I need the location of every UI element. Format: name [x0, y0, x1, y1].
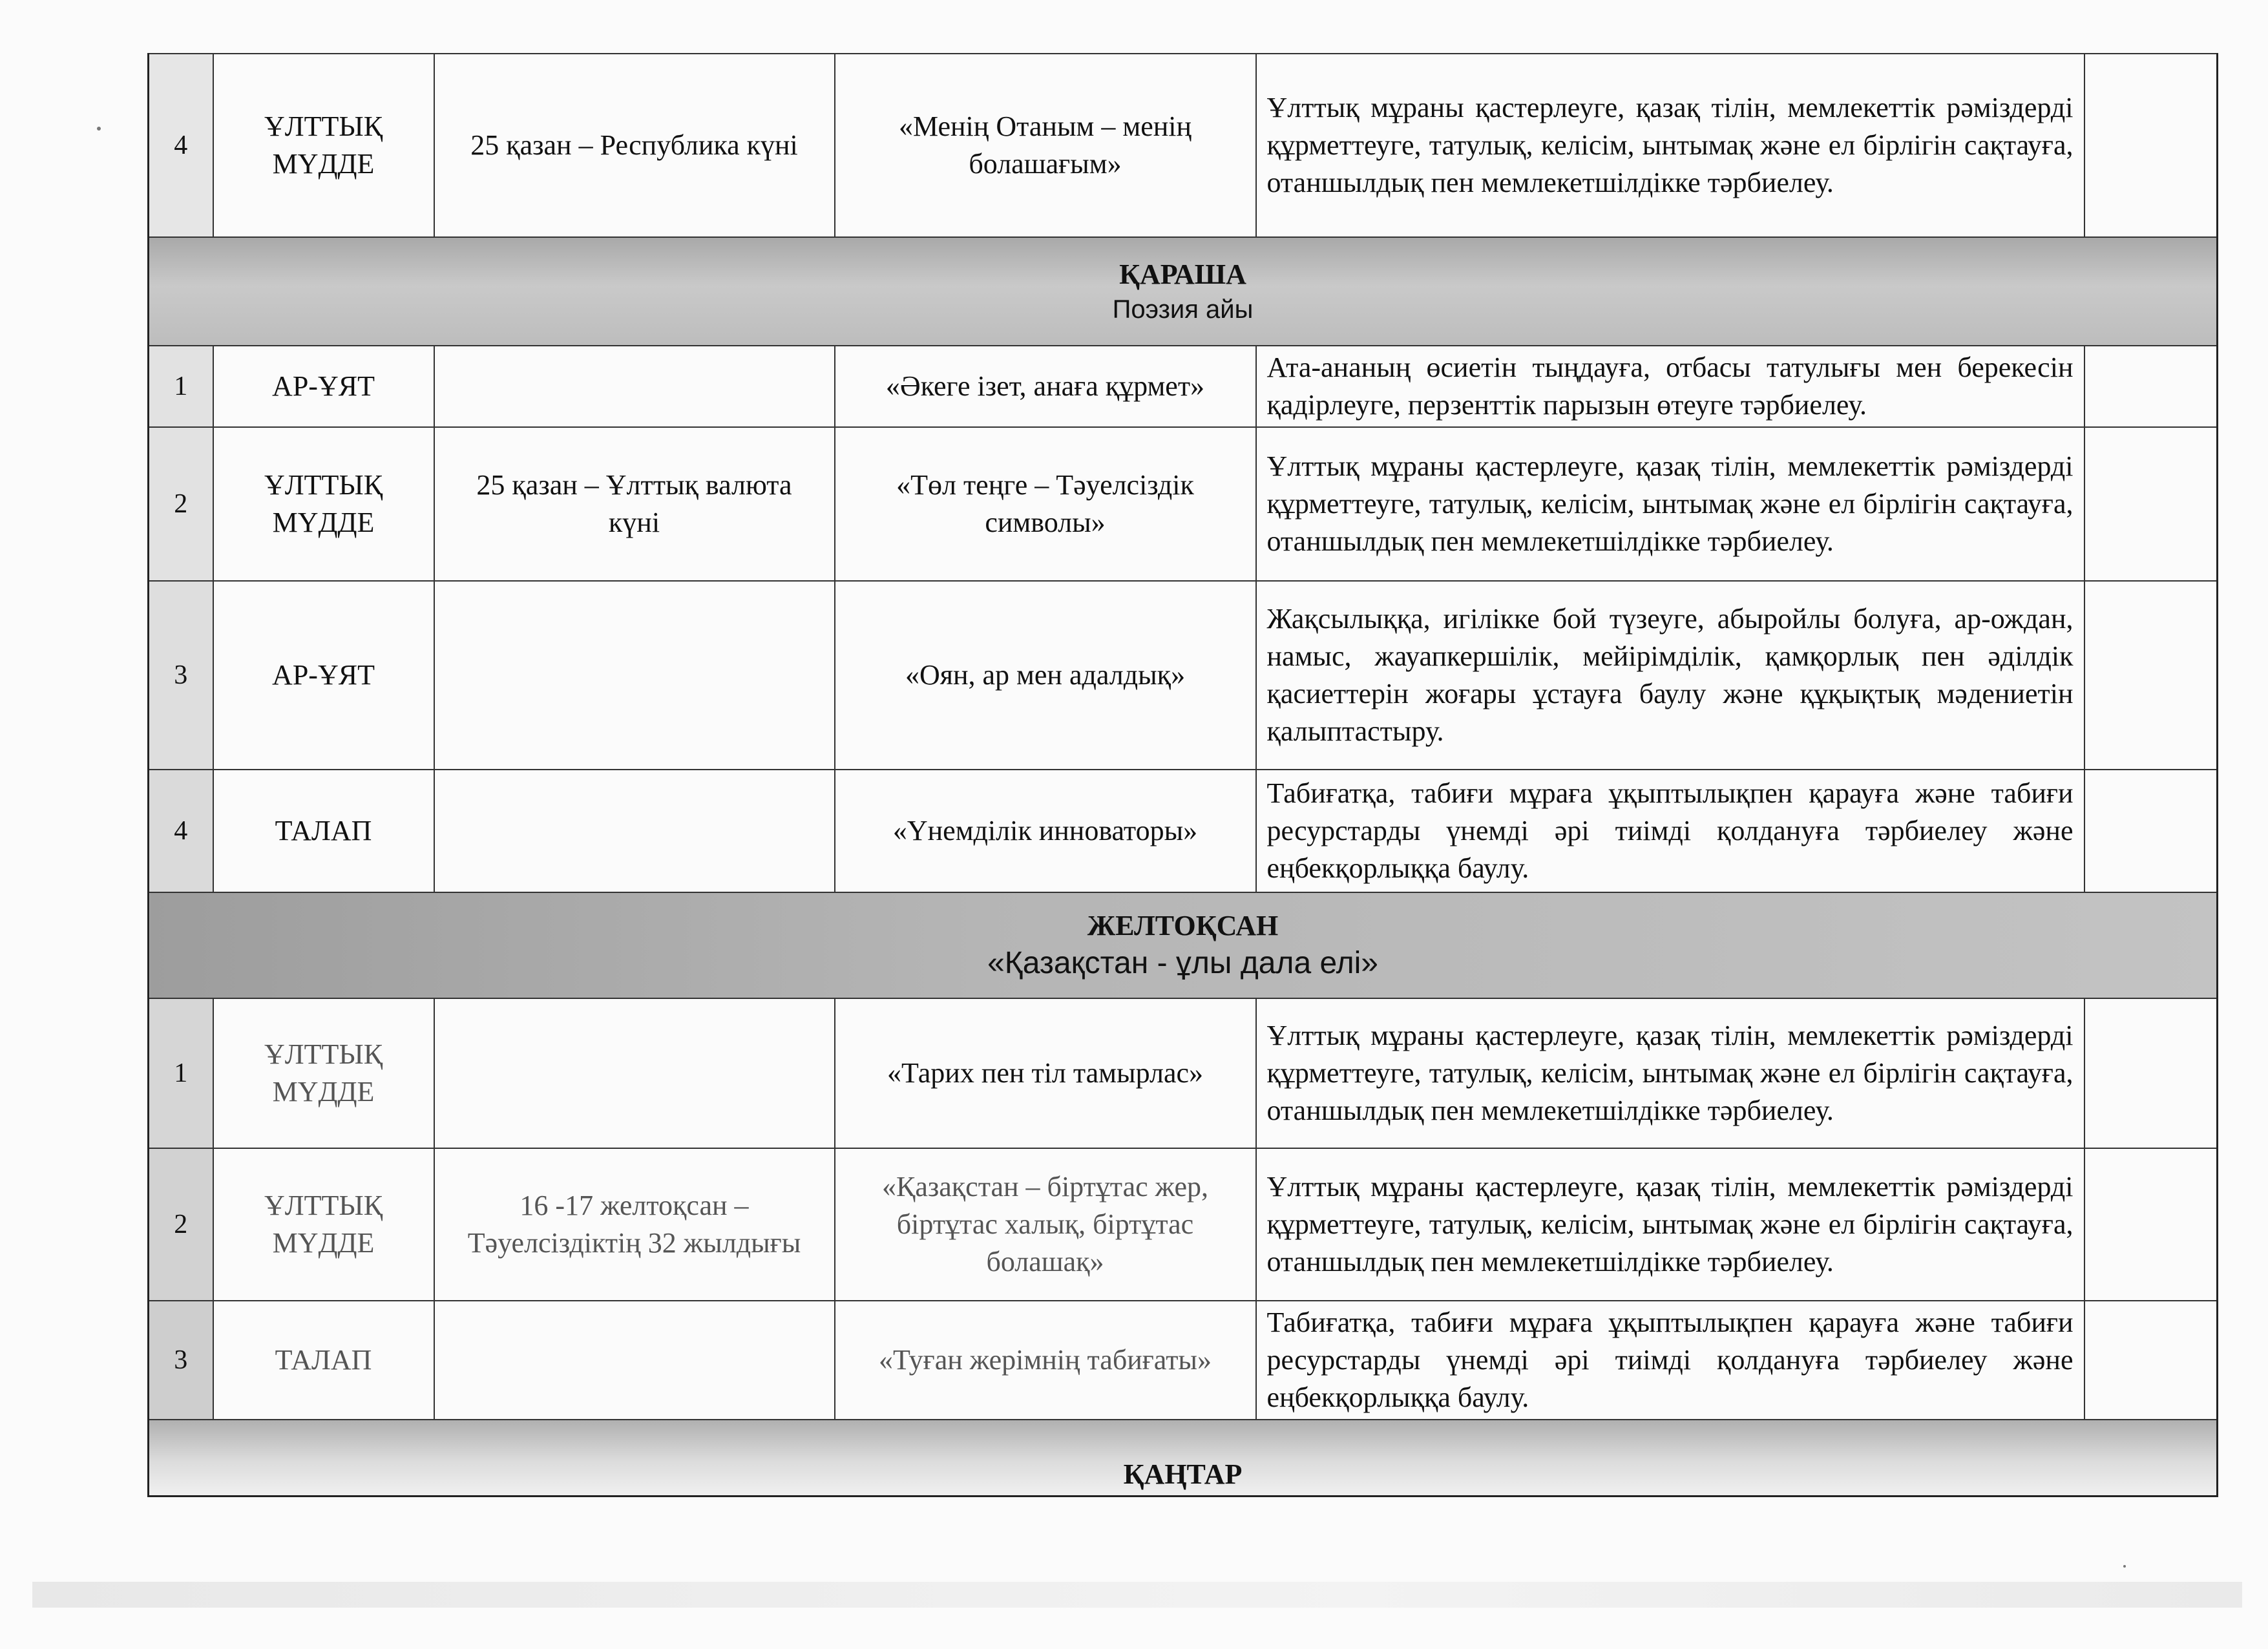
goal-cell: Ұлттық мұраны қастерлеуге, қазақ тілін, мемлекеттік рәміздерді құрметтеуге, татулық, келісім, ынтымақ және ел бірлігін сақтауға, отаншылдық пен мемлекетшілдікке тәрбиелеу. — [1256, 427, 2084, 581]
table-row — [149, 346, 2218, 427]
scan-shadow — [32, 1582, 2242, 1608]
row-number: 2 — [149, 1148, 213, 1301]
date-cell: 25 қазан – Ұлттық валюта күні — [434, 427, 835, 581]
row-number: 1 — [149, 346, 213, 427]
category-line: АР-ҰЯТ — [272, 370, 375, 402]
empty-cell — [2084, 427, 2218, 581]
category-line: МҮДДЕ — [272, 1076, 375, 1108]
table-row — [149, 770, 2218, 892]
category-line: МҮДДЕ — [272, 148, 375, 180]
empty-cell — [2084, 770, 2218, 892]
empty-cell — [2084, 1301, 2218, 1420]
plan-table — [147, 53, 2218, 1497]
goal-cell: Ұлттық мұраны қастерлеуге, қазақ тілін, мемлекеттік рәміздерді құрметтеуге, татулық, келісім, ынтымақ және ел бірлігін сақтауға, отаншылдық пен мемлекетшілдікке тәрбиелеу. — [1256, 1148, 2084, 1301]
event-cell: «Туған жерімнің табиғаты» — [835, 1301, 1256, 1420]
empty-cell — [2084, 998, 2218, 1148]
category-cell — [213, 998, 434, 1148]
month-header-row — [149, 892, 2218, 998]
category-line: ҰЛТТЫҚ — [264, 469, 383, 501]
date-cell: 25 қазан – Республика күні — [434, 54, 835, 237]
scan-speck — [97, 127, 101, 131]
goal-cell: Табиғатқа, табиғи мұраға ұқыптылықпен қарауға және табиғи ресурстарды үнемді әрі тиімді қолдануға тәрбиелеу және еңбекқорлыққа баулу. — [1256, 770, 2084, 892]
empty-cell — [2084, 54, 2218, 237]
table-row — [149, 427, 2218, 581]
category-line: ҰЛТТЫҚ — [264, 110, 383, 142]
row-number: 1 — [149, 998, 213, 1148]
event-cell: «Әкеге ізет, анаға құрмет» — [835, 346, 1256, 427]
date-cell — [434, 998, 835, 1148]
category-cell — [213, 54, 434, 237]
goal-cell: Табиғатқа, табиғи мұраға ұқыптылықпен қарауға және табиғи ресурстарды үнемді әрі тиімді қолдануға тәрбиелеу және еңбекқорлыққа баулу. — [1256, 1301, 2084, 1420]
category-line: ТАЛАП — [275, 815, 372, 846]
category-cell — [213, 770, 434, 892]
category-cell — [213, 427, 434, 581]
table-row — [149, 1148, 2218, 1301]
category-line: МҮДДЕ — [272, 507, 375, 538]
event-cell: «Менің Отаным – менің болашағым» — [835, 54, 1256, 237]
event-cell: «Төл теңге – Тәуелсіздік символы» — [835, 427, 1256, 581]
month-header — [149, 237, 2218, 346]
category-cell — [213, 581, 434, 770]
empty-cell — [2084, 346, 2218, 427]
table-row — [149, 581, 2218, 770]
date-cell — [434, 770, 835, 892]
date-cell — [434, 1301, 835, 1420]
table-row — [149, 1301, 2218, 1420]
category-line: ТАЛАП — [275, 1344, 372, 1376]
category-cell — [213, 1301, 434, 1420]
table-row — [149, 54, 2218, 237]
row-number: 2 — [149, 427, 213, 581]
category-line: АР-ҰЯТ — [272, 659, 375, 691]
month-title: ҚАРАША — [1119, 258, 1246, 290]
month-subtitle: «Қазақстан - ұлы дала елі» — [987, 946, 1378, 980]
row-number: 4 — [149, 54, 213, 237]
category-cell — [213, 346, 434, 427]
empty-cell — [2084, 581, 2218, 770]
goal-cell: Ата-ананың өсиетін тыңдауға, отбасы татулығы мен берекесін қадірлеуге, перзенттік парызын өтеуге тәрбиелеу. — [1256, 346, 2084, 427]
goal-cell: Ұлттық мұраны қастерлеуге, қазақ тілін, мемлекеттік рәміздерді құрметтеуге, татулық, келісім, ынтымақ және ел бірлігін сақтауға, отаншылдық пен мемлекетшілдікке тәрбиелеу. — [1256, 54, 2084, 237]
date-cell — [434, 581, 835, 770]
date-cell: 16 -17 желтоқсан – Тәуелсіздіктің 32 жылдығы — [434, 1148, 835, 1301]
row-number: 3 — [149, 1301, 213, 1420]
month-title: ЖЕЛТОҚСАН — [1087, 910, 1279, 941]
scan-speck — [2123, 1565, 2126, 1568]
month-header — [149, 892, 2218, 998]
category-cell — [213, 1148, 434, 1301]
date-cell — [434, 346, 835, 427]
event-cell: «Оян, ар мен адалдық» — [835, 581, 1256, 770]
row-number: 3 — [149, 581, 213, 770]
month-subtitle: Поэзия айы — [1112, 295, 1254, 324]
row-number: 4 — [149, 770, 213, 892]
month-header-row — [149, 1420, 2218, 1496]
goal-cell: Ұлттық мұраны қастерлеуге, қазақ тілін, мемлекеттік рәміздерді құрметтеуге, татулық, келісім, ынтымақ және ел бірлігін сақтауға, отаншылдық пен мемлекетшілдікке тәрбиелеу. — [1256, 998, 2084, 1148]
event-cell: «Үнемділік инноваторы» — [835, 770, 1256, 892]
empty-cell — [2084, 1148, 2218, 1301]
month-title: ҚАҢТАР — [1123, 1458, 1243, 1490]
table-row — [149, 998, 2218, 1148]
event-cell: «Тарих пен тіл тамырлас» — [835, 998, 1256, 1148]
category-line: МҮДДЕ — [272, 1227, 375, 1259]
category-line: ҰЛТТЫҚ — [264, 1190, 383, 1221]
event-cell: «Қазақстан – біртұтас жер, біртұтас халық, біртұтас болашақ» — [835, 1148, 1256, 1301]
goal-cell: Жақсылыққа, игілікке бой түзеуге, абыройлы болуға, ар-ождан, намыс, жауапкершілік, мейірімділік, қамқорлық пен әділдік қасиеттерін жоғары ұстауға баулу және құқықтық мәдениетін қалыптастыру. — [1256, 581, 2084, 770]
category-line: ҰЛТТЫҚ — [264, 1038, 383, 1070]
month-header-row — [149, 237, 2218, 346]
month-header — [149, 1420, 2218, 1496]
